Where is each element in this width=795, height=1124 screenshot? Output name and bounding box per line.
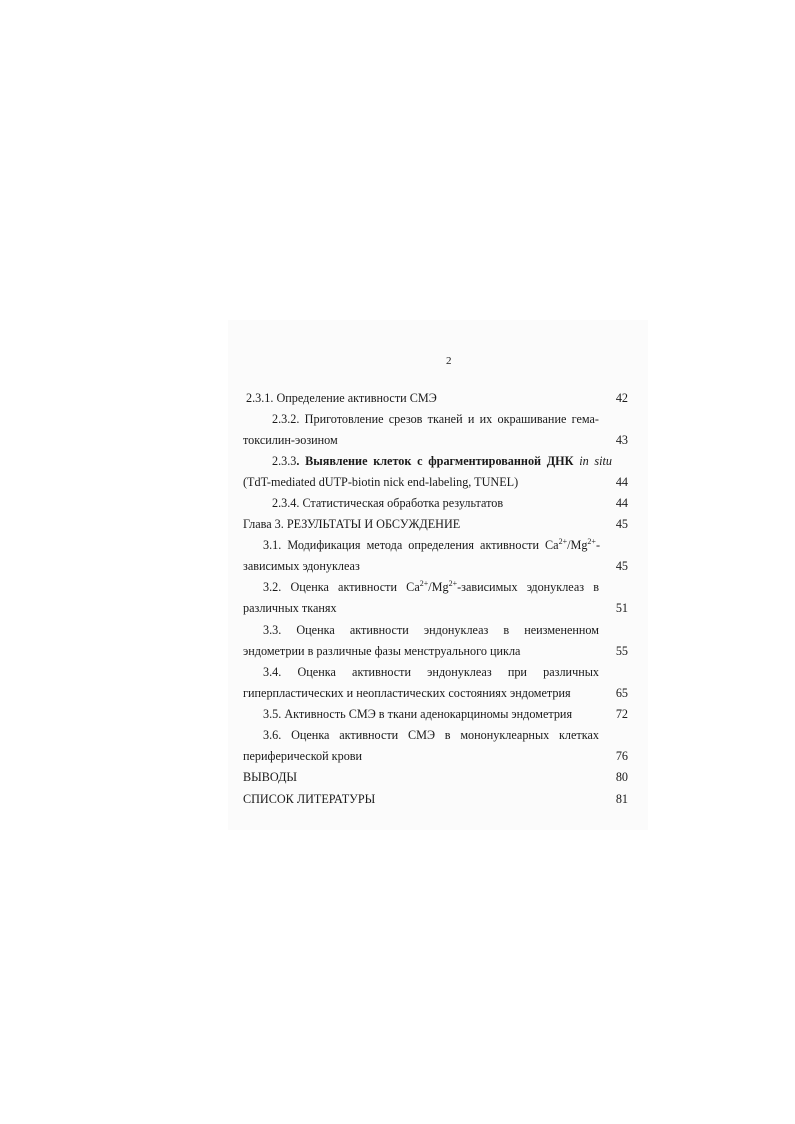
toc-entry-3-2-line2: различных тканях — [243, 601, 337, 615]
toc-page-3-3: 55 — [615, 644, 628, 658]
toc-page-conclusions: 80 — [615, 770, 628, 784]
toc-entry-3-3-line2: эндометрии в различные фазы менструального цикла — [243, 644, 521, 658]
toc-entry-3-3-line1: 3.3. Оценка активности эндонуклеаз в неизмененном — [263, 623, 599, 637]
toc-entry-3-2-sup1: 2+ — [419, 579, 429, 588]
toc-entry-3-1-text: 3.1. Модификация метода определения активности Ca — [263, 538, 559, 552]
toc-entry-3-2-sup2: 2+ — [448, 579, 458, 588]
toc-entry-3-1-mg: /Mg — [567, 538, 588, 552]
toc-page-2-3-2: 43 — [615, 433, 628, 447]
toc-entry-3-6-line2: периферической крови — [243, 749, 363, 763]
page-number: 2 — [446, 355, 452, 367]
toc-entry-3-1-sup2: 2+ — [587, 537, 596, 546]
toc-page-3-6: 76 — [615, 749, 628, 763]
toc-page-3-2: 51 — [615, 601, 628, 615]
toc-entry-3-2-line1 — [263, 580, 599, 594]
toc-page-3-4: 65 — [615, 686, 628, 700]
toc-entry-3-1-line2: зависимых эдонуклеаз — [243, 559, 360, 573]
toc-page-2-3-4: 44 — [615, 496, 628, 510]
toc-entry-2-3-2-line1: 2.3.2. Приготовление срезов тканей и их окрашивание гема- — [272, 412, 599, 426]
toc-entry-3-5: 3.5. Активность СМЭ в ткани аденокарциномы эндометрия — [263, 707, 573, 721]
toc-entry-references: СПИСОК ЛИТЕРАТУРЫ — [243, 792, 376, 806]
toc-entry-3-2-text: 3.2. Оценка активности Ca — [263, 580, 420, 594]
toc-entry-2-3-3-number: 2.3.3 — [272, 454, 297, 468]
toc-entry-2-3-1: 2.3.1. Определение активности СМЭ — [246, 391, 437, 405]
toc-entry-2-3-3-title: . Выявление клеток с фрагментированной ДНК — [296, 454, 580, 468]
toc-page-references: 81 — [615, 792, 628, 806]
toc-entry-3-4-line2: гиперпластических и неопластических состояниях эндометрия — [243, 686, 571, 700]
toc-entry-2-3-4: 2.3.4. Статистическая обработка результатов — [272, 496, 504, 510]
toc-entry-3-6-line1: 3.6. Оценка активности СМЭ в мононуклеарных клетках — [263, 728, 599, 742]
toc-entry-3-2-mg: /Mg — [428, 580, 449, 594]
toc-page-3-5: 72 — [615, 707, 628, 721]
toc-entry-3-2-rest: -зависимых эдонуклеаз в — [457, 580, 599, 594]
toc-entry-3-1-line1 — [263, 538, 600, 552]
toc-entry-chapter-3: Глава 3. РЕЗУЛЬТАТЫ И ОБСУЖДЕНИЕ — [243, 517, 461, 531]
toc-entry-2-3-2-line2: токсилин-эозином — [243, 433, 338, 447]
toc-page-3-1: 45 — [615, 559, 628, 573]
toc-entry-3-4-line1: 3.4. Оценка активности эндонуклеаз при различных — [263, 665, 599, 679]
toc-page-chapter-3: 45 — [615, 517, 628, 531]
toc-entry-3-1-sup1: 2+ — [558, 537, 568, 546]
toc-entry-conclusions: ВЫВОДЫ — [243, 770, 298, 784]
toc-entry-3-1-dash: - — [595, 538, 600, 552]
toc-entry-2-3-3-italic: in situ — [579, 454, 612, 468]
toc-entry-2-3-3-line2: (TdT-mediated dUTP-biotin nick end-labeling, TUNEL) — [243, 475, 519, 489]
toc-page-2-3-1: 42 — [615, 391, 628, 405]
toc-page-2-3-3: 44 — [615, 475, 628, 489]
toc-entry-2-3-3-line1 — [272, 454, 612, 468]
